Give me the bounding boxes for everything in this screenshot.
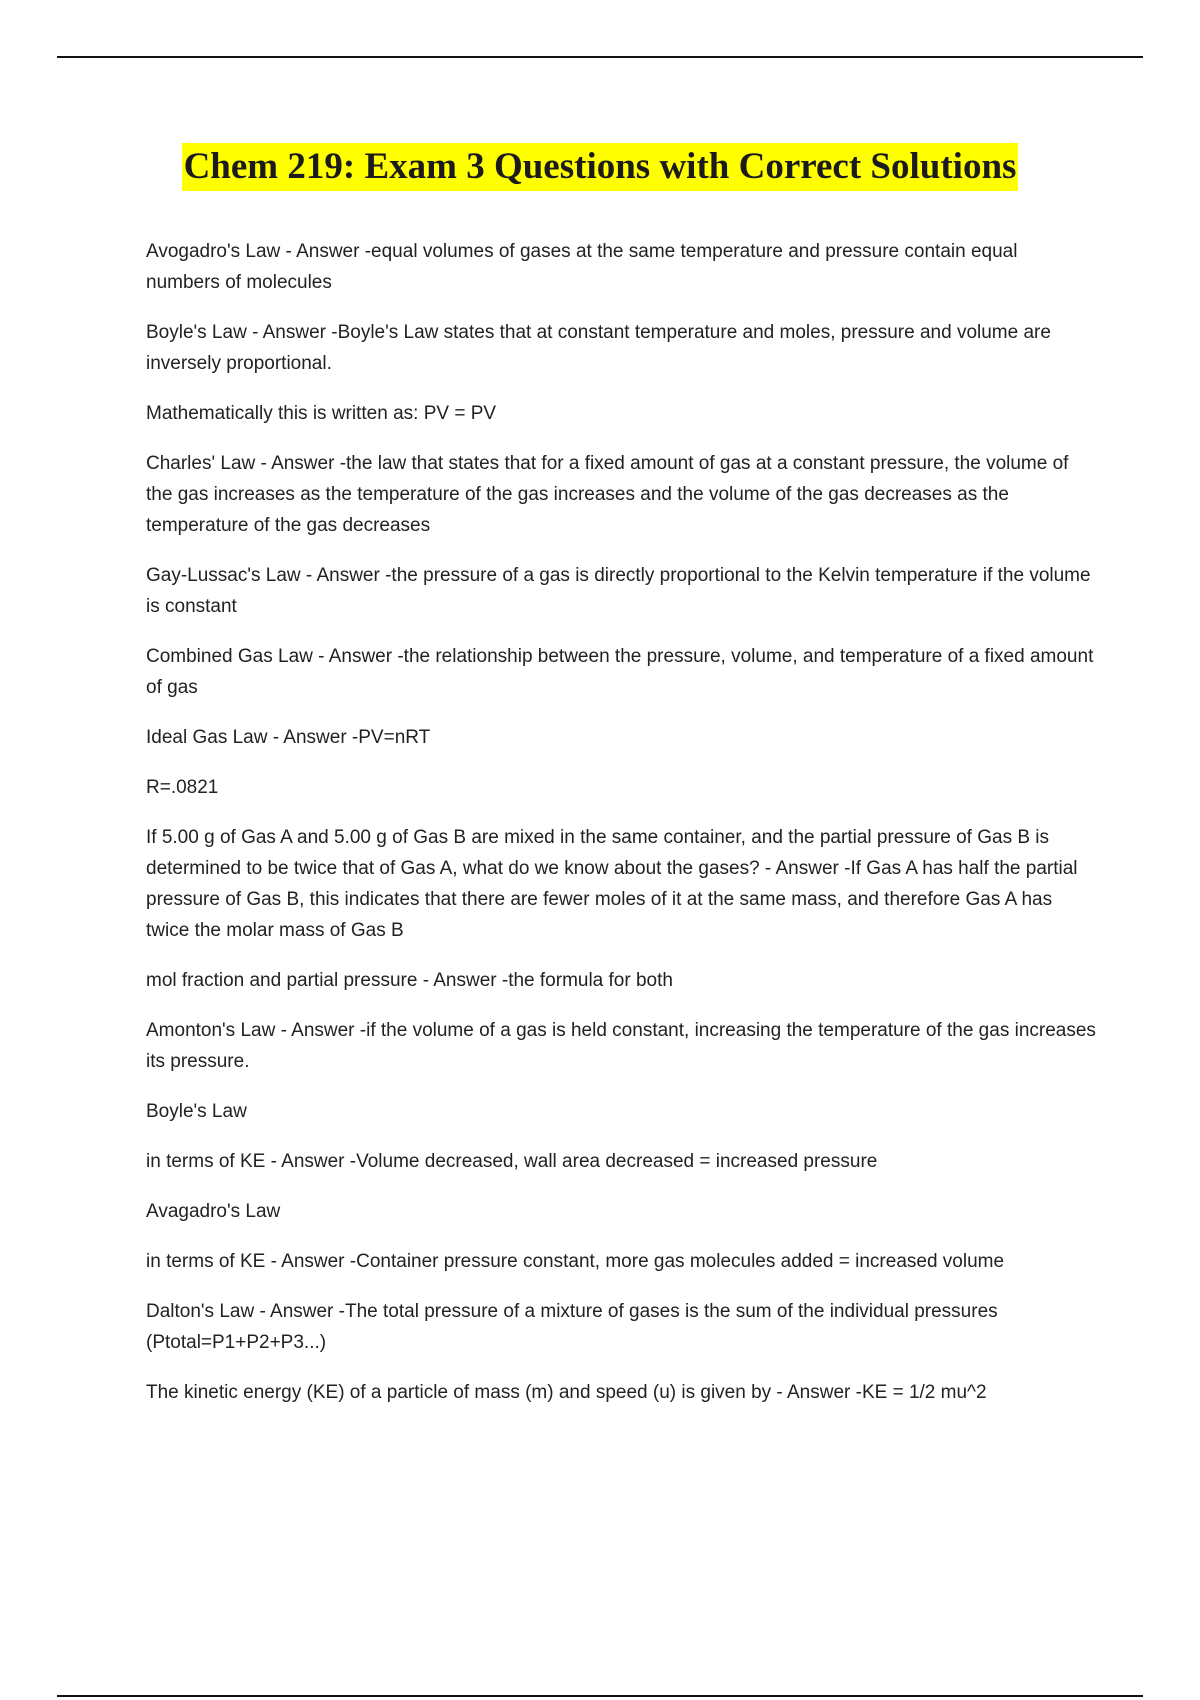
paragraph-ideal-gas-law: Ideal Gas Law - Answer -PV=nRT [146, 727, 431, 748]
paragraph-gas-constant: R=.0821 [146, 777, 219, 798]
paragraph-combined-gas-law: Combined Gas Law - Answer -the relationship between the pressure, volume, and temperature of a fixed amount of gas [146, 646, 1094, 698]
paragraph-boyles-ke: in terms of KE - Answer -Volume decreased, wall area decreased = increased pressure [146, 1151, 878, 1172]
bottom-divider [57, 1695, 1143, 1697]
paragraph-avagadros-law-heading: Avagadro's Law [146, 1201, 281, 1222]
paragraph-kinetic-energy: The kinetic energy (KE) of a particle of mass (m) and speed (u) is given by - Answer -KE = 1/2 mu^2 [146, 1382, 987, 1403]
title-container [0, 143, 1200, 191]
paragraph-daltons-law: Dalton's Law - Answer -The total pressure of a mixture of gases is the sum of the individual pressures (Ptotal=P1+P2+P3...) [146, 1301, 998, 1353]
paragraph-amontons-law: Amonton's Law - Answer -if the volume of a gas is held constant, increasing the temperature of the gas increases its pressure. [146, 1020, 1096, 1072]
document-title: Chem 219: Exam 3 Questions with Correct Solutions [182, 143, 1019, 191]
document-body [146, 236, 1096, 1427]
paragraph-boyles-law: Boyle's Law - Answer -Boyle's Law states that at constant temperature and moles, pressure and volume are inversely proportional. [146, 322, 1051, 374]
paragraph-gas-mixture-question: If 5.00 g of Gas A and 5.00 g of Gas B are mixed in the same container, and the partial pressure of Gas B is determined to be twice that of Gas A, what do we know about the gases? - Answer -If Gas A has half the partial pressure of Gas B, this indicates that there are fewer moles of it at the same mass, and therefore Gas A has twice the molar mass of Gas B [146, 827, 1078, 941]
paragraph-avagadros-ke: in terms of KE - Answer -Container pressure constant, more gas molecules added = increased volume [146, 1251, 1005, 1272]
paragraph-boyles-math: Mathematically this is written as: PV = PV [146, 403, 497, 424]
paragraph-mol-fraction: mol fraction and partial pressure - Answer -the formula for both [146, 970, 673, 991]
paragraph-charles-law: Charles' Law - Answer -the law that states that for a fixed amount of gas at a constant pressure, the volume of the gas increases as the temperature of the gas increases and the volume of the gas decreases as the temperature of the gas decreases [146, 453, 1069, 536]
paragraph-gay-lussacs-law: Gay-Lussac's Law - Answer -the pressure of a gas is directly proportional to the Kelvin temperature if the volume is constant [146, 565, 1091, 617]
top-divider [57, 56, 1143, 58]
paragraph-avogadros-law: Avogadro's Law - Answer -equal volumes of gases at the same temperature and pressure contain equal numbers of molecules [146, 241, 1018, 293]
paragraph-boyles-law-heading: Boyle's Law [146, 1101, 247, 1122]
